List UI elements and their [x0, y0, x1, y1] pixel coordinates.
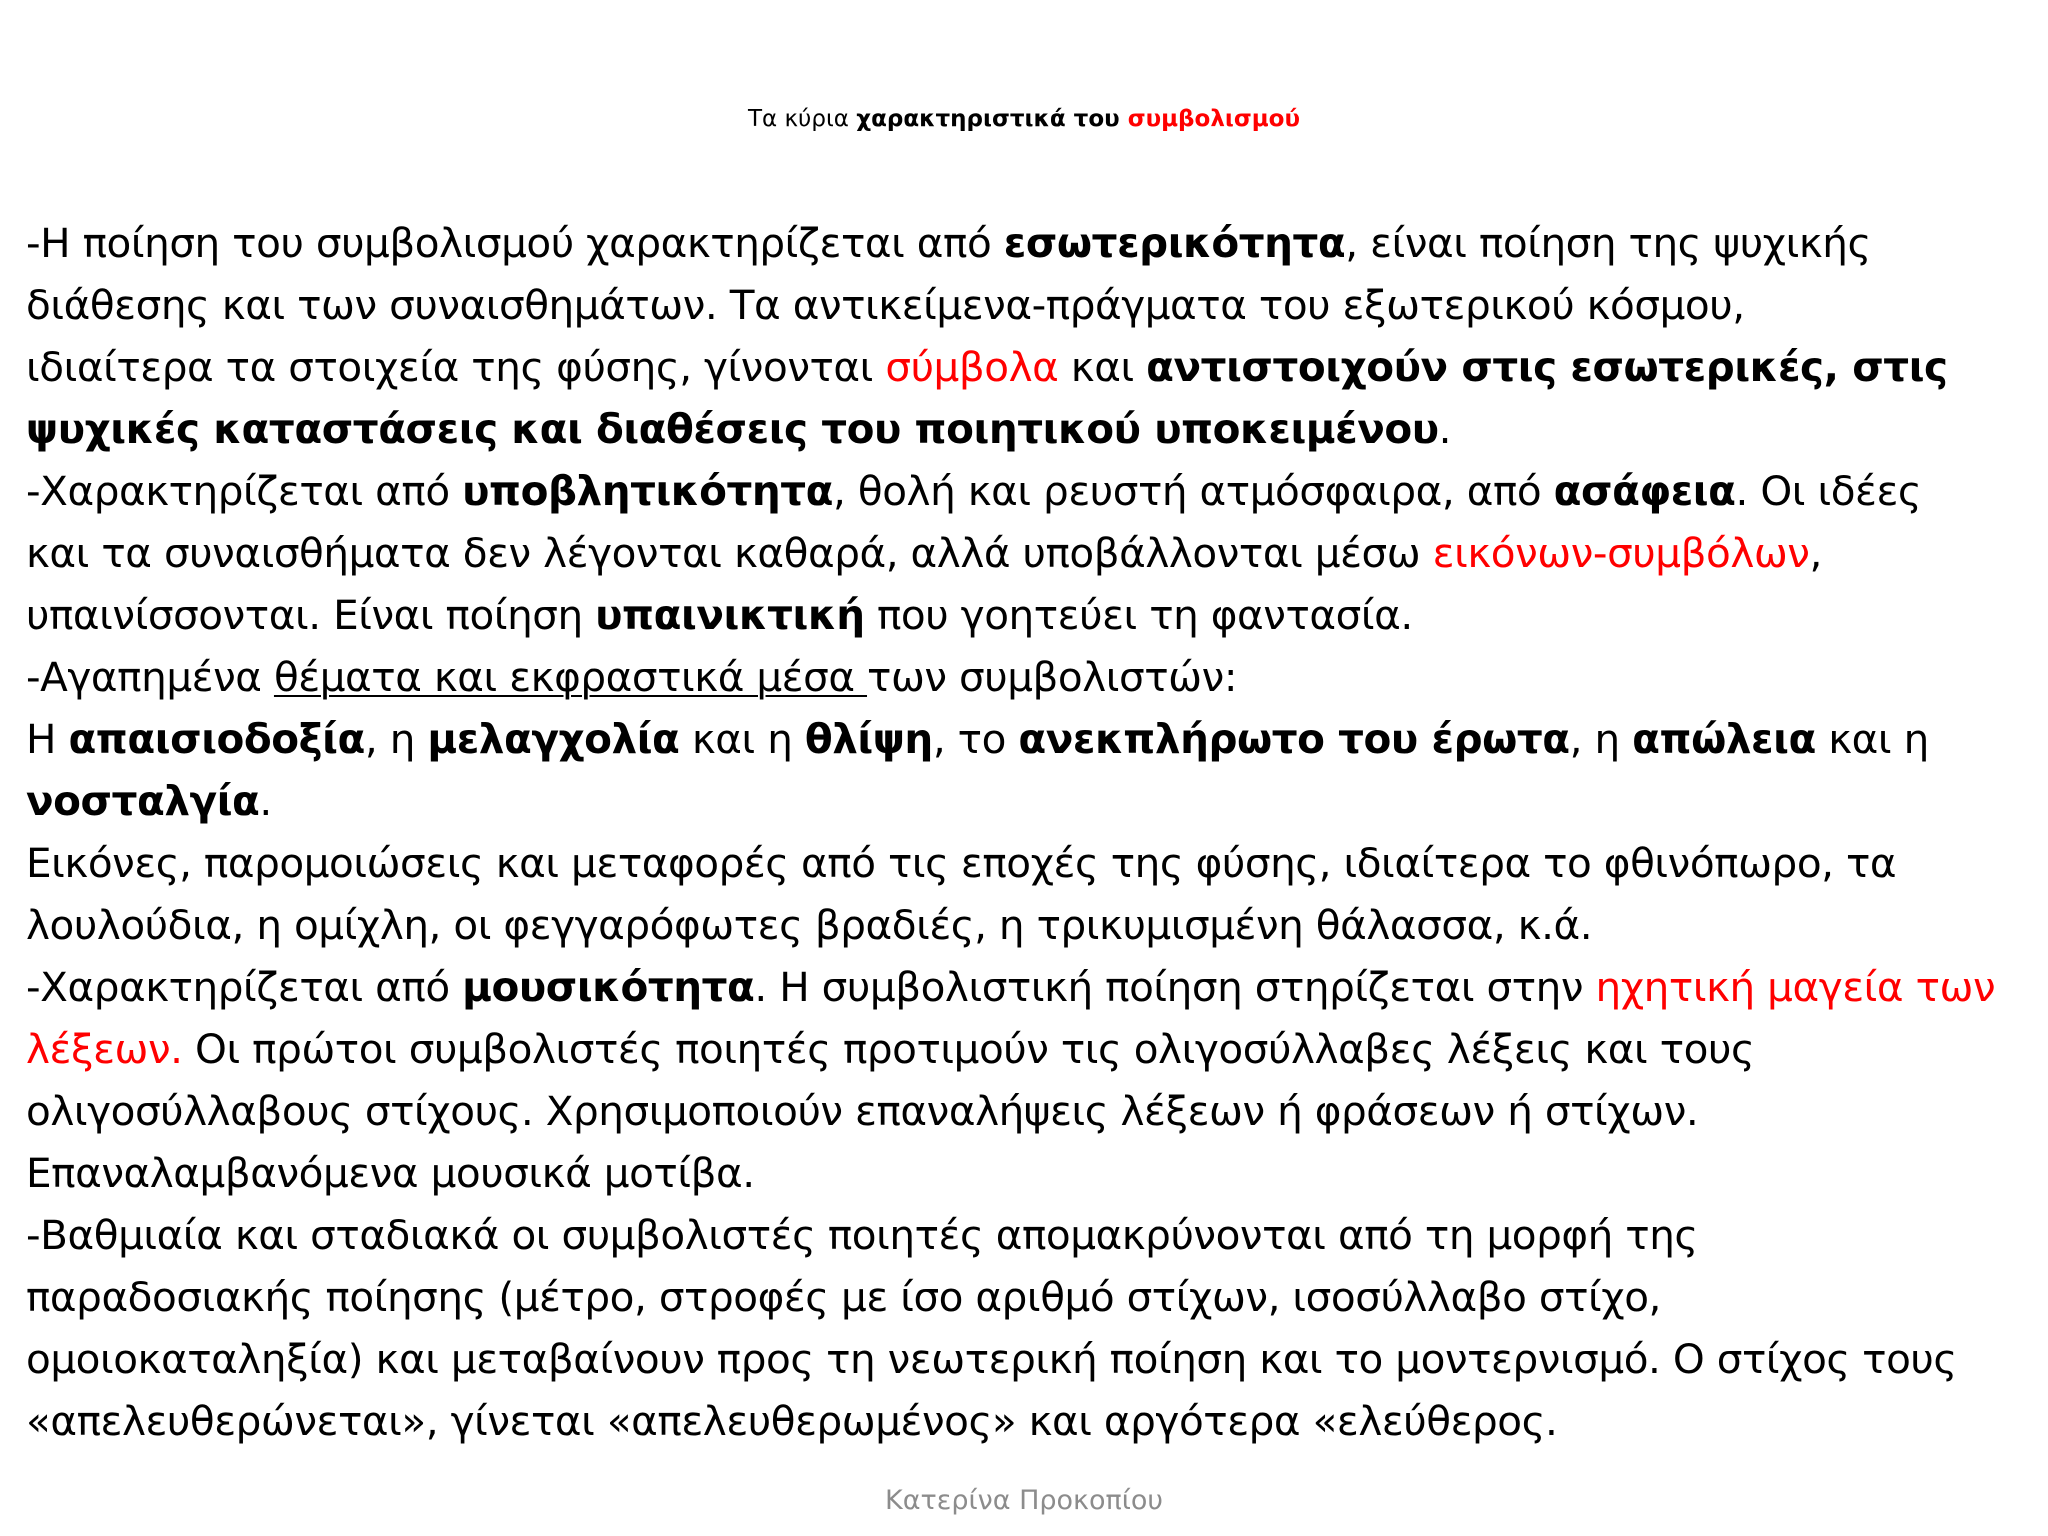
emphasis-bold: μελαγχολία: [427, 715, 680, 763]
paragraph-line: και τα συναισθήματα δεν λέγονται καθαρά, αλλά υποβάλλονται μέσω εικόνων-συμβόλων,: [26, 529, 1822, 577]
emphasis-bold: υποβλητικότητα: [462, 467, 834, 515]
emphasis-bold: θλίψη: [804, 715, 933, 763]
paragraph-line: παραδοσιακής ποίησης (μέτρο, στροφές με ίσο αριθμό στίχων, ισοσύλλαβο στίχο,: [26, 1273, 1661, 1321]
emphasis-bold: απαισιοδοξία: [68, 715, 365, 763]
title-text-regular: Τα κύρια: [747, 106, 857, 132]
paragraph-line: υπαινίσσονται. Είναι ποίηση υπαινικτική που γοητεύει τη φαντασία.: [26, 591, 1413, 639]
emphasis-underline: θέματα και εκφραστικά μέσα: [273, 653, 868, 701]
paragraph-line: λουλούδια, η ομίχλη, οι φεγγαρόφωτες βραδιές, η τρικυμισμένη θάλασσα, κ.ά.: [26, 901, 1593, 949]
paragraph-line: Εικόνες, παρομοιώσεις και μεταφορές από τις εποχές της φύσης, ιδιαίτερα το φθινόπωρο, τα: [26, 839, 1897, 887]
emphasis-bold: υπαινικτική: [595, 591, 865, 639]
emphasis-bold: ανεκπλήρωτο του έρωτα: [1018, 715, 1570, 763]
emphasis-red: ηχητική μαγεία των: [1595, 963, 1996, 1011]
slide-title: [0, 92, 2048, 146]
emphasis-red: σύμβολα: [885, 343, 1059, 391]
paragraph-line: -Αγαπημένα θέματα και εκφραστικά μέσα των συμβολιστών:: [26, 653, 1238, 701]
emphasis-bold: ασάφεια: [1553, 467, 1736, 515]
paragraph-line: ιδιαίτερα τα στοιχεία της φύσης, γίνονται σύμβολα και αντιστοιχούν στις εσωτερικές, στις: [26, 343, 1948, 391]
paragraph-line: ψυχικές καταστάσεις και διαθέσεις του ποιητικού υποκειμένου.: [26, 405, 1452, 453]
paragraph-line: Επαναλαμβανόμενα μουσικά μοτίβα.: [26, 1149, 755, 1197]
title-text-highlight: συμβολισμού: [1127, 106, 1301, 132]
emphasis-bold: ψυχικές καταστάσεις και διαθέσεις του ποιητικού υποκειμένου: [26, 405, 1439, 453]
emphasis-bold: νοσταλγία: [26, 777, 260, 825]
emphasis-bold: αντιστοιχούν στις εσωτερικές, στις: [1146, 343, 1948, 391]
paragraph-line: -Η ποίηση του συμβολισμού χαρακτηρίζεται από εσωτερικότητα, είναι ποίηση της ψυχικής: [26, 219, 1871, 267]
paragraph-line: -Χαρακτηρίζεται από μουσικότητα. Η συμβολιστική ποίηση στηρίζεται στην ηχητική μαγεία των: [26, 963, 1996, 1011]
paragraph-line: -Βαθμιαία και σταδιακά οι συμβολιστές ποιητές απομακρύνονται από τη μορφή της: [26, 1211, 1698, 1259]
title-text-bold: χαρακτηριστικά του: [856, 106, 1128, 132]
paragraph-line: λέξεων. Οι πρώτοι συμβολιστές ποιητές προτιμούν τις ολιγοσύλλαβες λέξεις και τους: [26, 1025, 1755, 1073]
emphasis-bold: απώλεια: [1632, 715, 1816, 763]
paragraph-line: «απελευθερώνεται», γίνεται «απελευθερωμένος» και αργότερα «ελεύθερος.: [26, 1397, 1558, 1445]
paragraph-line: -Χαρακτηρίζεται από υποβλητικότητα, θολή και ρευστή ατμόσφαιρα, από ασάφεια. Οι ιδέες: [26, 467, 1922, 515]
paragraph-line: διάθεσης και των συναισθημάτων. Τα αντικείμενα-πράγματα του εξωτερικού κόσμου,: [26, 281, 1745, 329]
paragraph-line: Η απαισιοδοξία, η μελαγχολία και η θλίψη, το ανεκπλήρωτο του έρωτα, η απώλεια και η: [26, 715, 1929, 763]
emphasis-bold: μουσικότητα: [462, 963, 755, 1011]
emphasis-red: εικόνων-συμβόλων: [1432, 529, 1810, 577]
emphasis-red: λέξεων.: [26, 1025, 183, 1073]
emphasis-bold: εσωτερικότητα: [1003, 219, 1346, 267]
footer-author: Κατερίνα Προκοπίου: [884, 1485, 1163, 1516]
paragraph-line: νοσταλγία.: [26, 777, 272, 825]
paragraph-line: ολιγοσύλλαβους στίχους. Χρησιμοποιούν επαναλήψεις λέξεων ή φράσεων ή στίχων.: [26, 1087, 1699, 1135]
paragraph-line: ομοιοκαταληξία) και μεταβαίνουν προς τη νεωτερική ποίηση και το μοντερνισμό. Ο στίχος τους: [26, 1335, 1957, 1383]
